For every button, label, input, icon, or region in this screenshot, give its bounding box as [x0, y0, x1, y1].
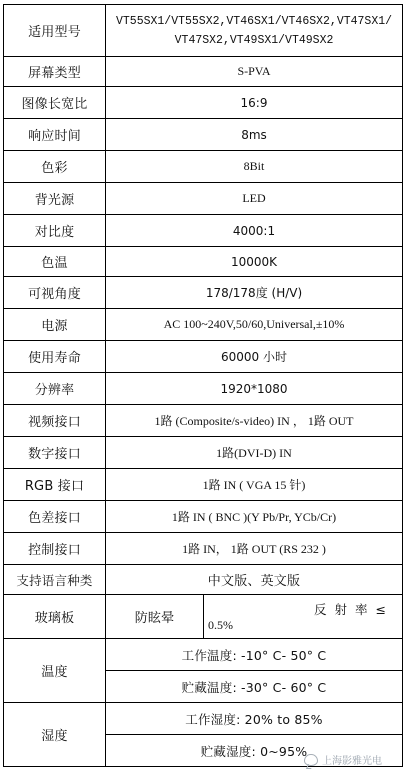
spec-table	[3, 4, 403, 767]
temperature-operating: 工作温度: -10° C- 50° C	[106, 639, 403, 671]
table-row	[4, 373, 403, 405]
table-row	[4, 437, 403, 469]
row-label-screen-type: 屏幕类型	[4, 57, 106, 87]
row-label-glass: 玻璃板	[4, 595, 106, 639]
humidity-storage: 贮藏湿度: 0~95%	[106, 735, 403, 767]
table-row	[4, 309, 403, 341]
row-label-control-port: 控制接口	[4, 533, 106, 565]
row-value-lifetime: 60000 小时	[106, 341, 403, 373]
reflectance-label: 反射率≤	[314, 602, 395, 617]
table-row	[4, 87, 403, 119]
row-label-contrast: 对比度	[4, 215, 106, 247]
row-label-digital-port: 数字接口	[4, 437, 106, 469]
row-label-response-time: 响应时间	[4, 119, 106, 151]
watermark-text: 上海影雅光电	[322, 756, 382, 767]
watermark	[304, 752, 382, 767]
table-row	[4, 57, 403, 87]
table-row	[4, 469, 403, 501]
row-value-screen-type: S-PVA	[106, 57, 403, 87]
row-value-response-time: 8ms	[106, 119, 403, 151]
row-value-color: 8Bit	[106, 151, 403, 183]
row-value-contrast: 4000:1	[106, 215, 403, 247]
row-value-aspect-ratio: 16:9	[106, 87, 403, 119]
row-label-backlight: 背光源	[4, 183, 106, 215]
table-row	[4, 565, 403, 595]
reflectance-value: 0.5%	[208, 618, 233, 632]
row-label-component-port: 色差接口	[4, 501, 106, 533]
row-value-model	[106, 5, 403, 57]
model-line-2: VT47SX2,VT49SX1/VT49SX2	[174, 33, 334, 47]
table-row	[4, 215, 403, 247]
row-label-resolution: 分辨率	[4, 373, 106, 405]
chat-bubble-icon	[304, 754, 318, 766]
row-value-reflectance	[204, 595, 403, 639]
row-value-color-temp: 10000K	[106, 247, 403, 277]
row-label-color: 色彩	[4, 151, 106, 183]
table-row	[4, 119, 403, 151]
row-label-video-port: 视频接口	[4, 405, 106, 437]
table-row	[4, 247, 403, 277]
row-value-power: AC 100~240V,50/60,Universal,±10%	[106, 309, 403, 341]
row-label-power: 电源	[4, 309, 106, 341]
table-row	[4, 405, 403, 437]
row-label-rgb-port: RGB 接口	[4, 469, 106, 501]
table-row	[4, 183, 403, 215]
row-value-rgb-port: 1路 IN ( VGA 15 针)	[106, 469, 403, 501]
table-row	[4, 151, 403, 183]
table-row	[4, 277, 403, 309]
temperature-storage: 贮藏温度: -30° C- 60° C	[106, 671, 403, 703]
table-row	[4, 703, 403, 735]
table-row	[4, 533, 403, 565]
table-row	[4, 341, 403, 373]
row-label-lifetime: 使用寿命	[4, 341, 106, 373]
row-label-humidity: 湿度	[4, 703, 106, 767]
row-label-aspect-ratio: 图像长宽比	[4, 87, 106, 119]
row-value-viewing-angle: 178/178度 (H/V)	[106, 277, 403, 309]
row-label-model: 适用型号	[4, 5, 106, 57]
row-value-video-port: 1路 (Composite/s-video) IN ， 1路 OUT	[106, 405, 403, 437]
row-value-resolution: 1920*1080	[106, 373, 403, 405]
table-row	[4, 501, 403, 533]
row-value-component-port: 1路 IN ( BNC )(Y Pb/Pr, YCb/Cr)	[106, 501, 403, 533]
row-label-color-temp: 色温	[4, 247, 106, 277]
model-line-1: VT55SX1/VT55SX2,VT46SX1/VT46SX2,VT47SX1/	[115, 14, 393, 28]
row-value-languages: 中文版、英文版	[106, 565, 403, 595]
table-row	[4, 5, 403, 57]
row-sublabel-anti-glare: 防眩晕	[106, 595, 204, 639]
row-value-digital-port: 1路(DVI-D) IN	[106, 437, 403, 469]
table-row	[4, 595, 403, 639]
humidity-operating: 工作湿度: 20% to 85%	[106, 703, 403, 735]
table-row	[4, 639, 403, 671]
row-value-control-port: 1路 IN， 1路 OUT (RS 232 )	[106, 533, 403, 565]
row-value-backlight: LED	[106, 183, 403, 215]
row-label-temperature: 温度	[4, 639, 106, 703]
row-label-languages: 支持语言种类	[4, 565, 106, 595]
row-label-viewing-angle: 可视角度	[4, 277, 106, 309]
